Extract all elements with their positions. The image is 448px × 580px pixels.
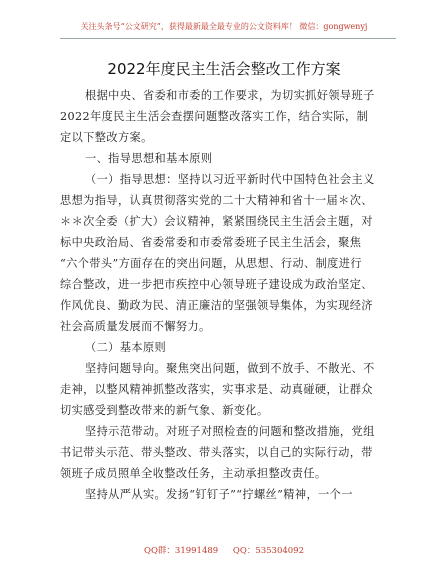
footer-qq-group: QQ群：31991489 bbox=[143, 546, 219, 556]
header-divider bbox=[60, 38, 396, 39]
text-line: 综合整改，进一步把市疾控中心领导班子建设成为政治坚定、 bbox=[60, 278, 373, 291]
text-line: 坚持从严从实。发扬“钉钉子”“拧螺丝”精神，一个一 bbox=[85, 488, 353, 501]
text-line: 定以下整改方案。 bbox=[60, 131, 153, 144]
text-line: 作风优良、勤政为民、清正廉洁的坚强领导集体，为实现经济 bbox=[60, 299, 373, 312]
document-title: 2022年度民主生活会整改工作方案 bbox=[107, 60, 341, 78]
text-line: 标中央政治局、省委常委和市委常委班子民主生活会，聚焦 bbox=[60, 236, 362, 249]
document-body bbox=[60, 85, 390, 505]
text-line: 坚持示范带动。对班子对照检查的问题和整改措施，党组 bbox=[85, 425, 375, 438]
text-line: 走神，以整风精神抓整改落实，实事求是、动真碰硬，让群众 bbox=[60, 383, 373, 396]
text-line: ＊＊次全委（扩大）会议精神，紧紧围绕民主生活会主题，对 bbox=[60, 215, 373, 228]
text-line: 书记带头示范、带头整改、带头落实，以自己的实际行动，带 bbox=[60, 446, 373, 459]
header-notice: 关注头条号“公文研究”，获得最新最全最专业的公文资料库！ 微信：gongwenyj bbox=[80, 22, 368, 31]
text-line: （一）指导思想：坚持以习近平新时代中国特色社会主义 bbox=[85, 173, 375, 186]
text-line: 2022年度民主生活会查摆问题整改落实工作，结合实际，制 bbox=[60, 110, 369, 123]
text-line: 根据中央、省委和市委的工作要求，为切实抓好领导班子 bbox=[85, 89, 375, 102]
text-line: 一、指导思想和基本原则 bbox=[85, 152, 213, 165]
text-line: 社会高质量发展而不懈努力。 bbox=[60, 320, 211, 333]
text-line: （二）基本原则 bbox=[85, 341, 167, 354]
text-line: 领班子成员照单全收整改任务，主动承担整改责任。 bbox=[60, 467, 327, 480]
text-line: 坚持问题导向。聚焦突出问题，做到不放手、不散光、不 bbox=[85, 362, 375, 375]
text-line: 思想为指导，认真贯彻落实党的二十大精神和省十一届＊次、 bbox=[60, 194, 373, 207]
footer-qq: QQ：535304092 bbox=[232, 546, 304, 556]
footer-contact bbox=[0, 544, 448, 556]
text-line: “六个带头”方面存在的突出问题，从思想、行动、制度进行 bbox=[60, 257, 362, 270]
text-line: 切实感受到整改带来的新气象、新变化。 bbox=[60, 404, 269, 417]
